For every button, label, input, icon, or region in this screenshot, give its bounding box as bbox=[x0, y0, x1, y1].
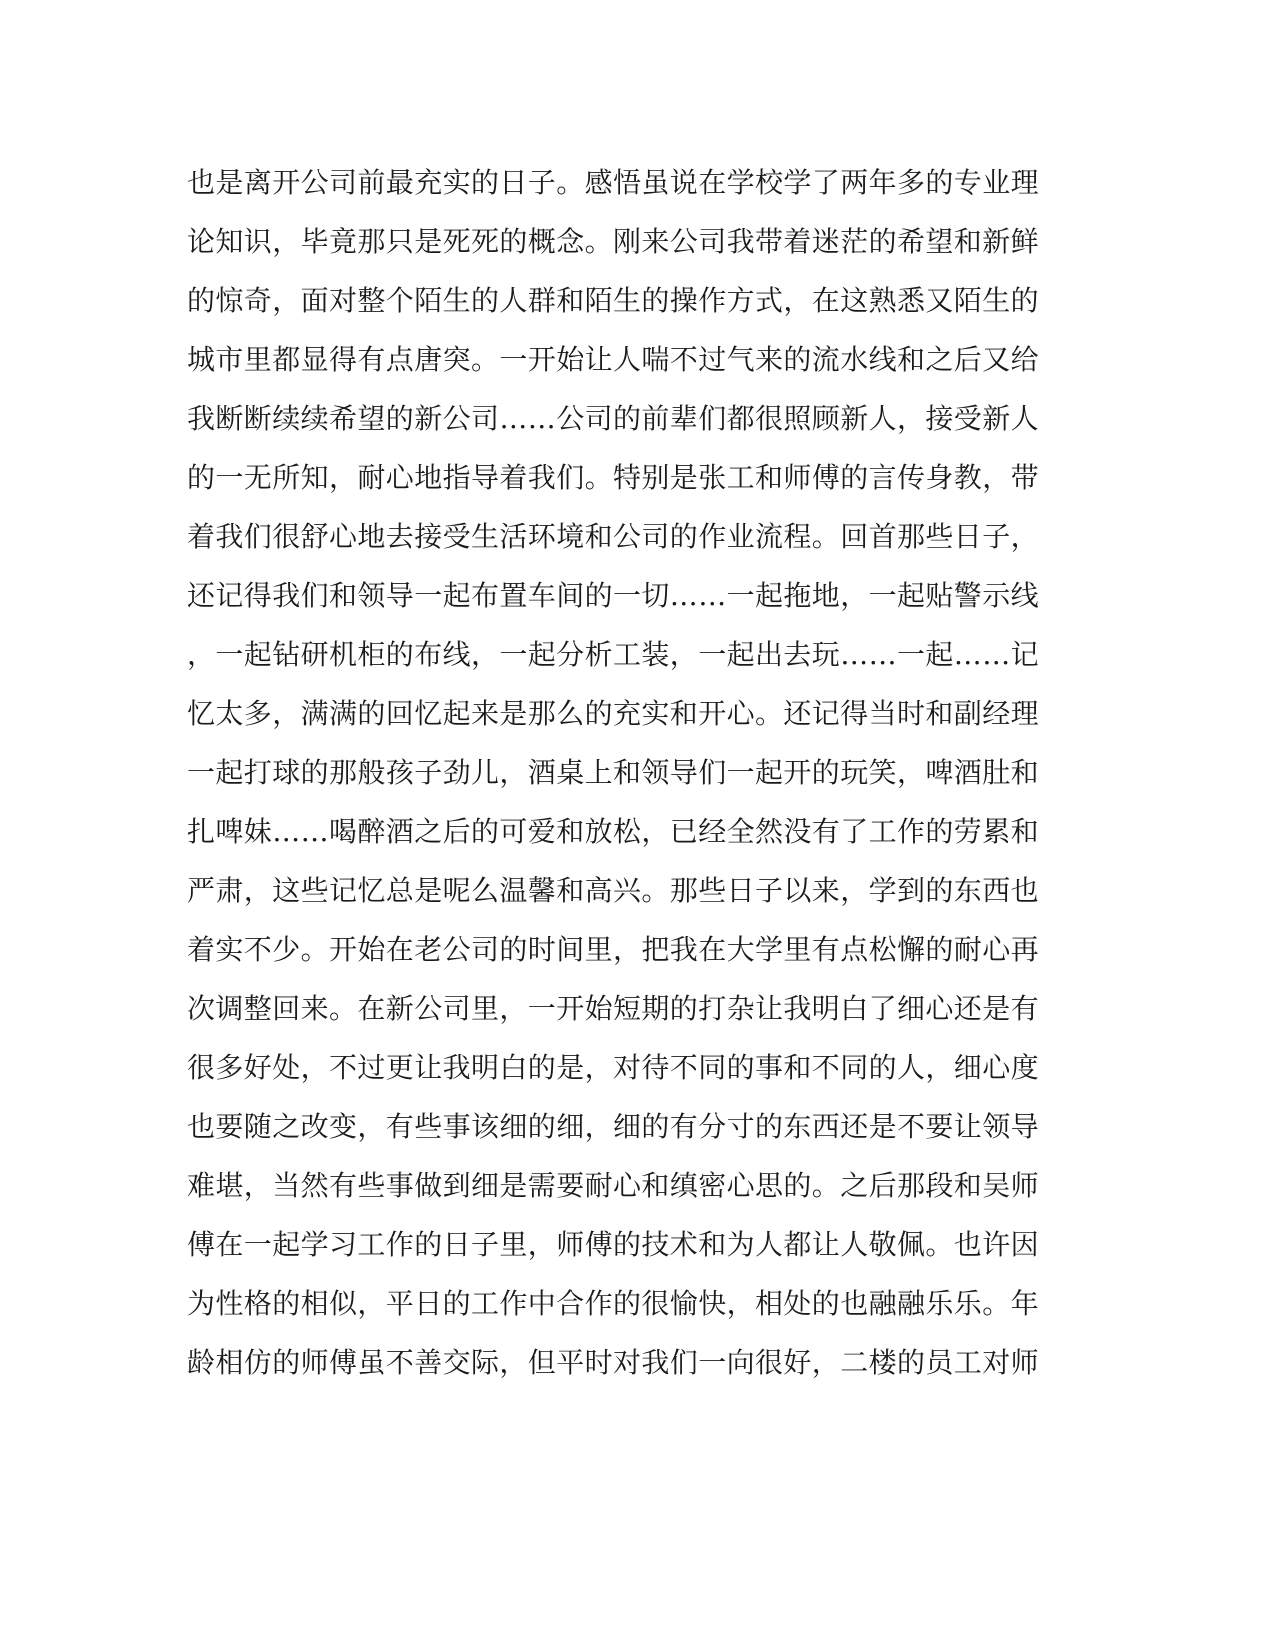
text-line: 次调整回来。在新公司里，一开始短期的打杂让我明白了细心还是有 bbox=[187, 992, 1040, 1025]
text-line: 城市里都显得有点唐突。一开始让人喘不过气来的流水线和之后又给 bbox=[187, 343, 1040, 376]
text-line: 傅在一起学习工作的日子里，师傅的技术和为人都让人敬佩。也许因 bbox=[187, 1228, 1040, 1261]
text-line: 很多好处，不过更让我明白的是，对待不同的事和不同的人，细心度 bbox=[187, 1051, 1040, 1084]
text-line: 着实不少。开始在老公司的时间里，把我在大学里有点松懈的耐心再 bbox=[187, 933, 1040, 966]
text-line: 一起打球的那般孩子劲儿，酒桌上和领导们一起开的玩笑，啤酒肚和 bbox=[187, 756, 1040, 789]
body-paragraph bbox=[187, 163, 1047, 1402]
text-line: 也是离开公司前最充实的日子。感悟虽说在学校学了两年多的专业理 bbox=[187, 166, 1040, 199]
text-line: 我断断续续希望的新公司……公司的前辈们都很照顾新人，接受新人 bbox=[187, 402, 1040, 435]
text-line: 的一无所知，耐心地指导着我们。特别是张工和师傅的言传身教，带 bbox=[187, 461, 1040, 494]
text-line: 着我们很舒心地去接受生活环境和公司的作业流程。回首那些日子， bbox=[187, 520, 1040, 553]
text-line: 扎啤妹……喝醉酒之后的可爱和放松，已经全然没有了工作的劳累和 bbox=[187, 815, 1040, 848]
text-line: 龄相仿的师傅虽不善交际，但平时对我们一向很好，二楼的员工对师 bbox=[187, 1346, 1040, 1379]
text-line: 也要随之改变，有些事该细的细，细的有分寸的东西还是不要让领导 bbox=[187, 1110, 1040, 1143]
text-line: ，一起钻研机柜的布线，一起分析工装，一起出去玩……一起……记 bbox=[187, 638, 1040, 671]
text-line: 还记得我们和领导一起布置车间的一切……一起拖地，一起贴警示线 bbox=[187, 579, 1040, 612]
text-line: 严肃，这些记忆总是呢么温馨和高兴。那些日子以来，学到的东西也 bbox=[187, 874, 1040, 907]
text-line: 论知识，毕竟那只是死死的概念。刚来公司我带着迷茫的希望和新鲜 bbox=[187, 225, 1040, 258]
text-line: 难堪，当然有些事做到细是需要耐心和缜密心思的。之后那段和吴师 bbox=[187, 1169, 1040, 1202]
text-line: 为性格的相似，平日的工作中合作的很愉快，相处的也融融乐乐。年 bbox=[187, 1287, 1040, 1320]
text-line: 忆太多，满满的回忆起来是那么的充实和开心。还记得当时和副经理 bbox=[187, 697, 1040, 730]
text-line: 的惊奇，面对整个陌生的人群和陌生的操作方式，在这熟悉又陌生的 bbox=[187, 284, 1040, 317]
